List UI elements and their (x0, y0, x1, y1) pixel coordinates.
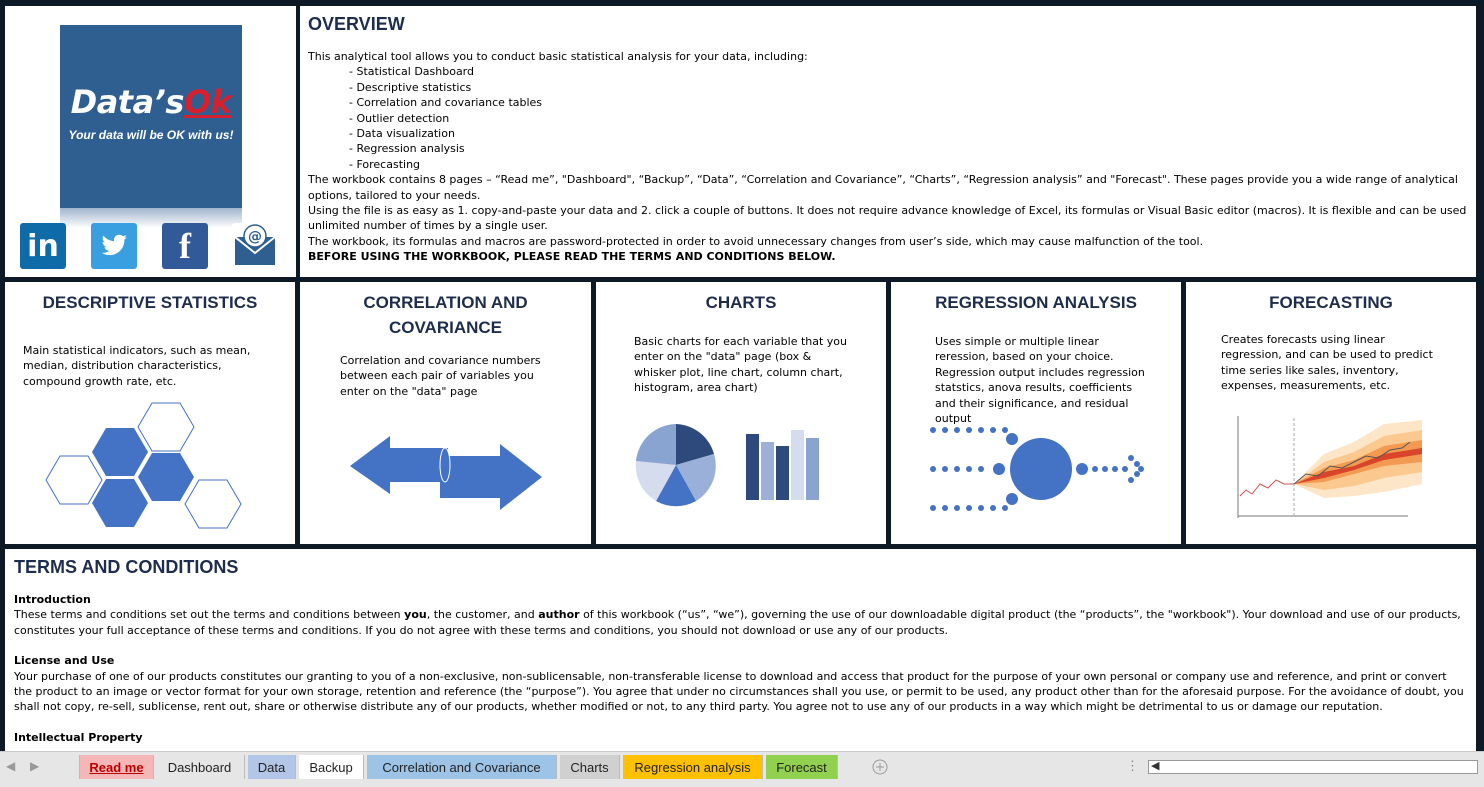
card-correlation-covariance (300, 282, 591, 544)
terms-intro-text: These terms and conditions set out the terms and conditions between you, the customer, and author of this workbook (“us”, “we”), governing the use of our downloadable digital product (the “products”, the "workbook"). Your download and use of our products, constitutes your full acceptance of these terms and conditions. If you do not agree with these terms and conditions, you should not download or use any of our products. (14, 608, 1461, 637)
tab-correlation-covariance[interactable]: Correlation and Covariance (367, 755, 557, 779)
terms-intro-heading: Introduction (14, 593, 91, 606)
brand-logo (60, 25, 242, 208)
tab-dashboard[interactable]: Dashboard (155, 755, 245, 779)
tab-read-me[interactable]: Read me (79, 755, 154, 779)
feature-item: - Correlation and covariance tables (349, 96, 543, 110)
svg-text:@: @ (248, 229, 262, 245)
card-description: Basic charts for each variable that you enter on the "data" page (box & whisker plot, line chart, column chart, histogram, area chart) (634, 335, 848, 395)
overview-paragraph: The workbook contains 8 pages – “Read me”, "Dashboard", “Backup”, “Data”, “Correlation and Covariance”, “Charts”, “Regression analysis” and "Forecast". These pages provide you a wide range of analytical options, tailored to your needs. (308, 173, 1458, 202)
ip-heading: Intellectual Property (14, 730, 143, 744)
logo-panel (5, 6, 296, 277)
card-charts (596, 282, 886, 544)
overview-warning: BEFORE USING THE WORKBOOK, PLEASE READ THE TERMS AND CONDITIONS BELOW. (308, 250, 836, 264)
card-forecasting (1186, 282, 1476, 544)
more-options-icon[interactable]: ⋮ (1126, 758, 1139, 773)
tab-backup[interactable]: Backup (299, 755, 364, 779)
overview-panel (300, 6, 1476, 277)
feature-item: - Forecasting (349, 157, 421, 171)
feature-item: - Data visualization (349, 127, 455, 141)
forecast-chart-icon (1234, 414, 1424, 520)
prev-sheet-icon[interactable]: ◀ (6, 759, 16, 773)
pie-chart-icon (634, 422, 718, 508)
brand-tagline: Your data will be OK with us! (68, 128, 234, 142)
card-description: Creates forecasts using linear regression, and can be used to predict time series like sales, inventory, expenses, measurements, etc. (1221, 333, 1433, 393)
feature-item: - Regression analysis (349, 142, 465, 156)
brand-name: Data’sOk (70, 83, 232, 121)
card-title: CORRELATION AND (363, 293, 528, 312)
license-heading: License and Use (14, 654, 115, 668)
card-description: Main statistical indicators, such as mean, median, distribution characteristics, compound growth rate, etc. (23, 344, 251, 388)
overview-paragraph: The workbook, its formulas and macros are password-protected in order to avoid unnecessary changes from user’s side, which may cause malfunction of the tool. (308, 234, 1204, 248)
scroll-left-icon[interactable]: ◀ (1151, 760, 1160, 772)
card-title: CHARTS (705, 293, 777, 312)
sheet-tab-bar (0, 751, 1484, 787)
card-regression-analysis (891, 282, 1181, 544)
feature-item: - Outlier detection (349, 111, 450, 125)
hexagons-icon (45, 400, 255, 535)
feature-item: - Descriptive statistics (349, 80, 472, 94)
card-description: Correlation and covariance numbers between each pair of variables you enter on the "data" page (340, 354, 541, 398)
license-text: Your purchase of one of our products constitutes our granting to you of a non-exclusive, non-sublicensable, non-transferable license to download and access that product for the purpose of your own personal or company use and reference, and print or convert the product to an image or vector format for your own storage, retention and reference (the “purpose”). You agree that under no circumstances shall you use, or permit to be used, any product other than for the aforesaid purpose. For the avoidance of doubt, you shall not copy, re-sell, sublicense, rent out, share or otherwise distribute any of our products, whether modified or not, to any third party. You agree not to use any of our products in a way which might be detrimental to us or damage our reputation. (14, 669, 1464, 714)
horizontal-scrollbar[interactable] (1148, 760, 1478, 774)
tab-forecast[interactable]: Forecast (766, 755, 838, 779)
add-sheet-icon[interactable] (872, 759, 888, 775)
terms-panel (5, 549, 1476, 751)
card-title: FORECASTING (1269, 293, 1393, 312)
terms-title: TERMS AND CONDITIONS (14, 557, 239, 577)
facebook-icon[interactable]: f (162, 223, 208, 269)
twitter-icon[interactable] (91, 223, 137, 269)
regression-icon (929, 424, 1147, 520)
card-title-line2: COVARIANCE (388, 318, 503, 337)
tab-data[interactable]: Data (248, 755, 296, 779)
tab-regression-analysis[interactable]: Regression analysis (623, 755, 763, 779)
next-sheet-icon[interactable]: ▶ (30, 759, 40, 773)
card-title: DESCRIPTIVE STATISTICS (42, 293, 258, 312)
email-icon[interactable] (232, 223, 278, 269)
card-title: REGRESSION ANALYSIS (935, 293, 1137, 312)
logo-fade (60, 208, 242, 228)
overview-paragraph: Using the file is as easy as 1. copy-and-paste your data and 2. click a couple of buttons. It does not require advance knowledge of Excel, its formulas or Visual Basic editor (macros). It is flexible and can be used unlimited number of times by a single user. (308, 204, 1467, 233)
column-chart-icon (746, 428, 824, 502)
card-descriptive-statistics (5, 282, 295, 544)
tab-charts[interactable]: Charts (560, 755, 620, 779)
arrows-icon (348, 432, 544, 514)
overview-title: OVERVIEW (308, 14, 405, 34)
overview-intro: This analytical tool allows you to conduct basic statistical analysis for your data, including: (308, 50, 808, 63)
linkedin-icon[interactable]: in (20, 223, 66, 269)
card-description: Uses simple or multiple linear reression, based on your choice. Regression output includes regression statstics, anova results, coefficients and their significance, and residual output (935, 335, 1145, 426)
feature-item: - Statistical Dashboard (349, 65, 474, 79)
